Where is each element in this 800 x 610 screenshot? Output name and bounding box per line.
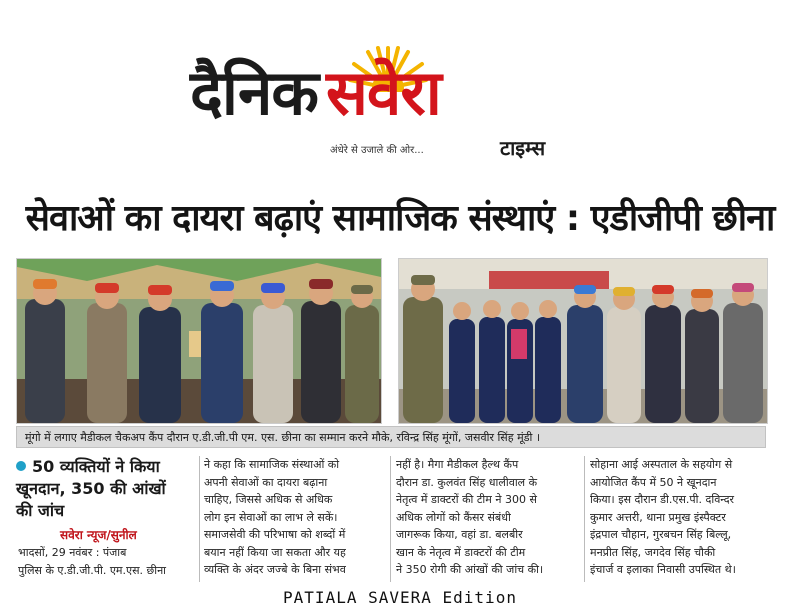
title-word-dainik: दैनिक [190,56,319,129]
article-line: जागरूक किया, वहां डा. बलबीर [396,528,523,541]
article-line: व्यक्ति के अंदर जज्बे के बिना संभव [204,563,346,576]
article-line: खान के नेतृत्व में डाक्टरों की टीम [396,545,526,559]
photo-group-icon [399,259,767,423]
article-column-1 [18,544,196,579]
sub-brand: टाइम्स [500,136,546,160]
article-line: कुमार अत्तरी, थाना प्रमुख इंस्पैक्टर [590,510,726,524]
article-line: ने 350 रोगी की आंखों की जांच की। [396,563,544,576]
title-word-savera: सवेरा [326,56,441,129]
article-line: अधिक लोगों को कैंसर संबंधी [396,510,511,524]
article-column-2 [204,456,386,579]
byline: सवेरा न्यूज/सुनील [60,528,137,542]
article-line: मनप्रीत सिंह, जगदेव सिंह चौकी [590,545,716,559]
masthead [0,0,800,180]
article-line: बयान नहीं किया जा सकता और यह [204,545,346,559]
article-heading [16,456,196,522]
tagline: अंधेरे से उजाले की ओर... [330,145,424,156]
article-line: ने कहा कि सामाजिक संस्थाओं को [204,458,340,471]
article-line: समाजसेवी की परिभाषा को शब्दों में [204,528,346,541]
article-line: सोहाना आई अस्पताल के सहयोग से [590,458,733,471]
article-line: चाहिए, जिससे अधिक से अधिक [204,493,333,506]
photo-ceremony [16,258,382,424]
article-column-4 [590,456,770,579]
article-line: अपनी सेवाओं का दायरा बढ़ाना [204,475,328,489]
photo-caption: मूंगो में लगाए मैडीकल चैकअप कैंप दौरान ए.डी.जी.पी एम. एस. छीना का सम्मान करने मौके, रविन्द्र सिंह मूंगों, जसवीर सिंह मूंडी । [16,426,766,448]
column-divider [390,456,391,582]
article-line: नहीं है। मैगा मैडीकल हैल्थ कैंप [396,458,519,471]
newspaper-title [190,58,441,128]
page-headline: सेवाओं का दायरा बढ़ाएं सामाजिक संस्थाएं : एडीजीपी छीना [25,198,775,239]
photo-group [398,258,768,424]
article-line: भादसों, 29 नवंबर : पंजाब [18,546,127,559]
column-divider [584,456,585,582]
article-title-line1: 50 व्यक्तियों ने किया [32,457,160,476]
bullet-icon [16,461,26,471]
article-title-line3: की जांच [16,501,65,520]
article-line: लोग इन सेवाओं का लाभ ले सकें। [204,510,338,524]
article-line: आयोजित कैंप में 50 ने खूनदान [590,475,717,489]
article-line: इंचार्ज व इलाका निवासी उपस्थित थे। [590,563,736,576]
column-divider [199,456,200,582]
article-line: दौरान डा. कुलवंत सिंह धालीवाल के [396,475,538,489]
edition-label: PATIALA SAVERA Edition [283,588,517,607]
article-line: नेतृत्व में डाक्टरों की टीम ने 300 से [396,493,537,506]
article-line: इंद्रपाल चौहान, गुरबचन सिंह बिल्लू, [590,528,732,541]
article-title [16,456,196,522]
photo-ceremony-icon [17,259,381,423]
article-column-3 [396,456,578,579]
article-title-line2: खूनदान, 350 की आंखों [16,479,166,498]
article-line: पुलिस के ए.डी.जी.पी. एम.एस. छीना [18,563,167,577]
article-line: किया। इस दौरान डी.एस.पी. दविन्दर [590,493,735,506]
